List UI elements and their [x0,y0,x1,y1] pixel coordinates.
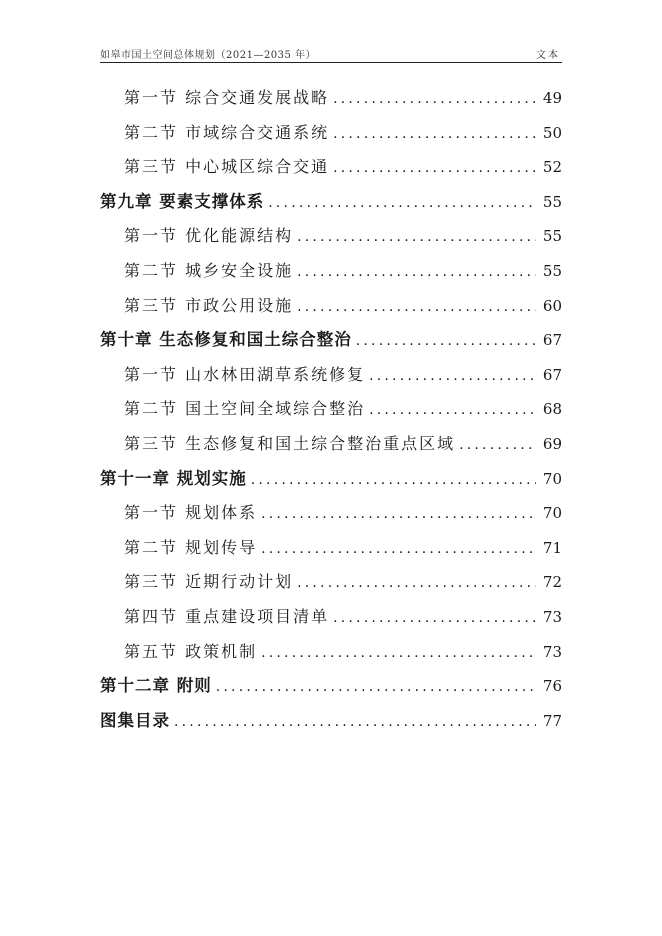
toc-dot-leader [459,431,536,459]
toc-section-entry[interactable] [100,257,562,292]
toc-entry-label: 第一节 综合交通发展战略 [124,88,330,107]
toc-section-entry[interactable] [100,292,562,327]
toc-entry-label: 第三节 生态修复和国土综合整治重点区域 [124,433,456,453]
toc-chapter-entry[interactable] [100,188,562,223]
toc-section-entry[interactable] [100,119,562,154]
toc-page-number: 70 [542,504,562,523]
toc-entry-label: 第一节 优化能源结构 [124,226,294,246]
toc-dot-leader [268,189,536,217]
document-title: 如皋市国土空间总体规划（2021—2035 年） [100,50,317,61]
toc-chapter-entry[interactable] [100,326,562,361]
toc-entry-label: 第十二章 附则 [100,676,212,696]
toc-dot-leader [297,293,536,321]
toc-entry-label: 第三节 市政公用设施 [124,295,294,315]
toc-section-entry[interactable] [100,568,562,603]
toc-page-number: 73 [542,607,562,626]
toc-dot-leader [251,466,536,494]
toc-section-entry[interactable] [100,430,562,465]
toc-section-entry[interactable] [100,603,562,638]
toc-dot-leader [297,569,536,597]
toc-page-number: 55 [542,227,562,246]
toc-page-number: 60 [542,296,562,315]
toc-dot-leader [333,604,536,632]
toc-page-number: 49 [542,89,562,107]
toc-page-number: 68 [542,400,562,419]
toc-entry-label: 第十一章 规划实施 [100,468,247,488]
toc-entry-label: 第一节 规划体系 [124,503,258,523]
toc-chapter-entry[interactable] [100,707,562,742]
toc-entry-label: 第二节 国土空间全域综合整治 [124,399,366,419]
toc-entry-label: 图集目录 [100,710,170,730]
toc-dot-leader [297,258,536,286]
toc-section-entry[interactable] [100,84,562,119]
toc-page-number: 67 [542,365,562,384]
toc-dot-leader [333,85,536,113]
toc-entry-label: 第五节 政策机制 [124,641,258,661]
toc-section-entry[interactable] [100,395,562,430]
toc-page-number: 69 [542,434,562,453]
toc-dot-leader [261,535,536,563]
toc-dot-leader [356,327,536,355]
toc-chapter-entry[interactable] [100,465,562,500]
toc-entry-label: 第三节 近期行动计划 [124,572,294,592]
page-header [100,44,562,63]
toc-entry-label: 第二节 市域综合交通系统 [124,122,330,142]
toc-page-number: 50 [542,123,562,142]
toc-page-number: 72 [542,573,562,592]
toc-dot-leader [216,673,536,701]
toc-entry-label: 第四节 重点建设项目清单 [124,606,330,626]
toc-page-number: 71 [542,538,562,557]
toc-dot-leader [297,223,536,251]
toc-entry-label: 第十章 生态修复和国土综合整治 [100,330,352,350]
toc-entry-label: 第一节 山水林田湖草系统修复 [124,364,366,384]
toc-dot-leader [261,639,536,667]
toc-dot-leader [174,708,536,736]
toc-dot-leader [369,396,536,424]
toc-section-entry[interactable] [100,153,562,188]
toc-section-entry[interactable] [100,499,562,534]
toc-page-number: 73 [542,642,562,661]
document-type-label: 文本 [536,50,560,61]
toc-entry-label: 第二节 规划传导 [124,537,258,557]
table-of-contents [100,84,562,741]
toc-page-number: 77 [542,711,562,730]
toc-page-number: 55 [542,261,562,280]
toc-page-number: 52 [542,158,562,177]
toc-page-number: 67 [542,331,562,350]
toc-page-number: 76 [542,677,562,696]
toc-dot-leader [369,362,536,390]
toc-section-entry[interactable] [100,222,562,257]
toc-entry-label: 第三节 中心城区综合交通 [124,157,330,177]
toc-chapter-entry[interactable] [100,672,562,707]
toc-entry-label: 第二节 城乡安全设施 [124,260,294,280]
toc-dot-leader [261,500,536,528]
toc-section-entry[interactable] [100,638,562,673]
toc-dot-leader [333,120,536,148]
toc-entry-label: 第九章 要素支撑体系 [100,191,265,211]
toc-page-number: 70 [542,469,562,488]
toc-page-number: 55 [542,192,562,211]
toc-section-entry[interactable] [100,361,562,396]
toc-section-entry[interactable] [100,534,562,569]
toc-dot-leader [333,154,536,182]
